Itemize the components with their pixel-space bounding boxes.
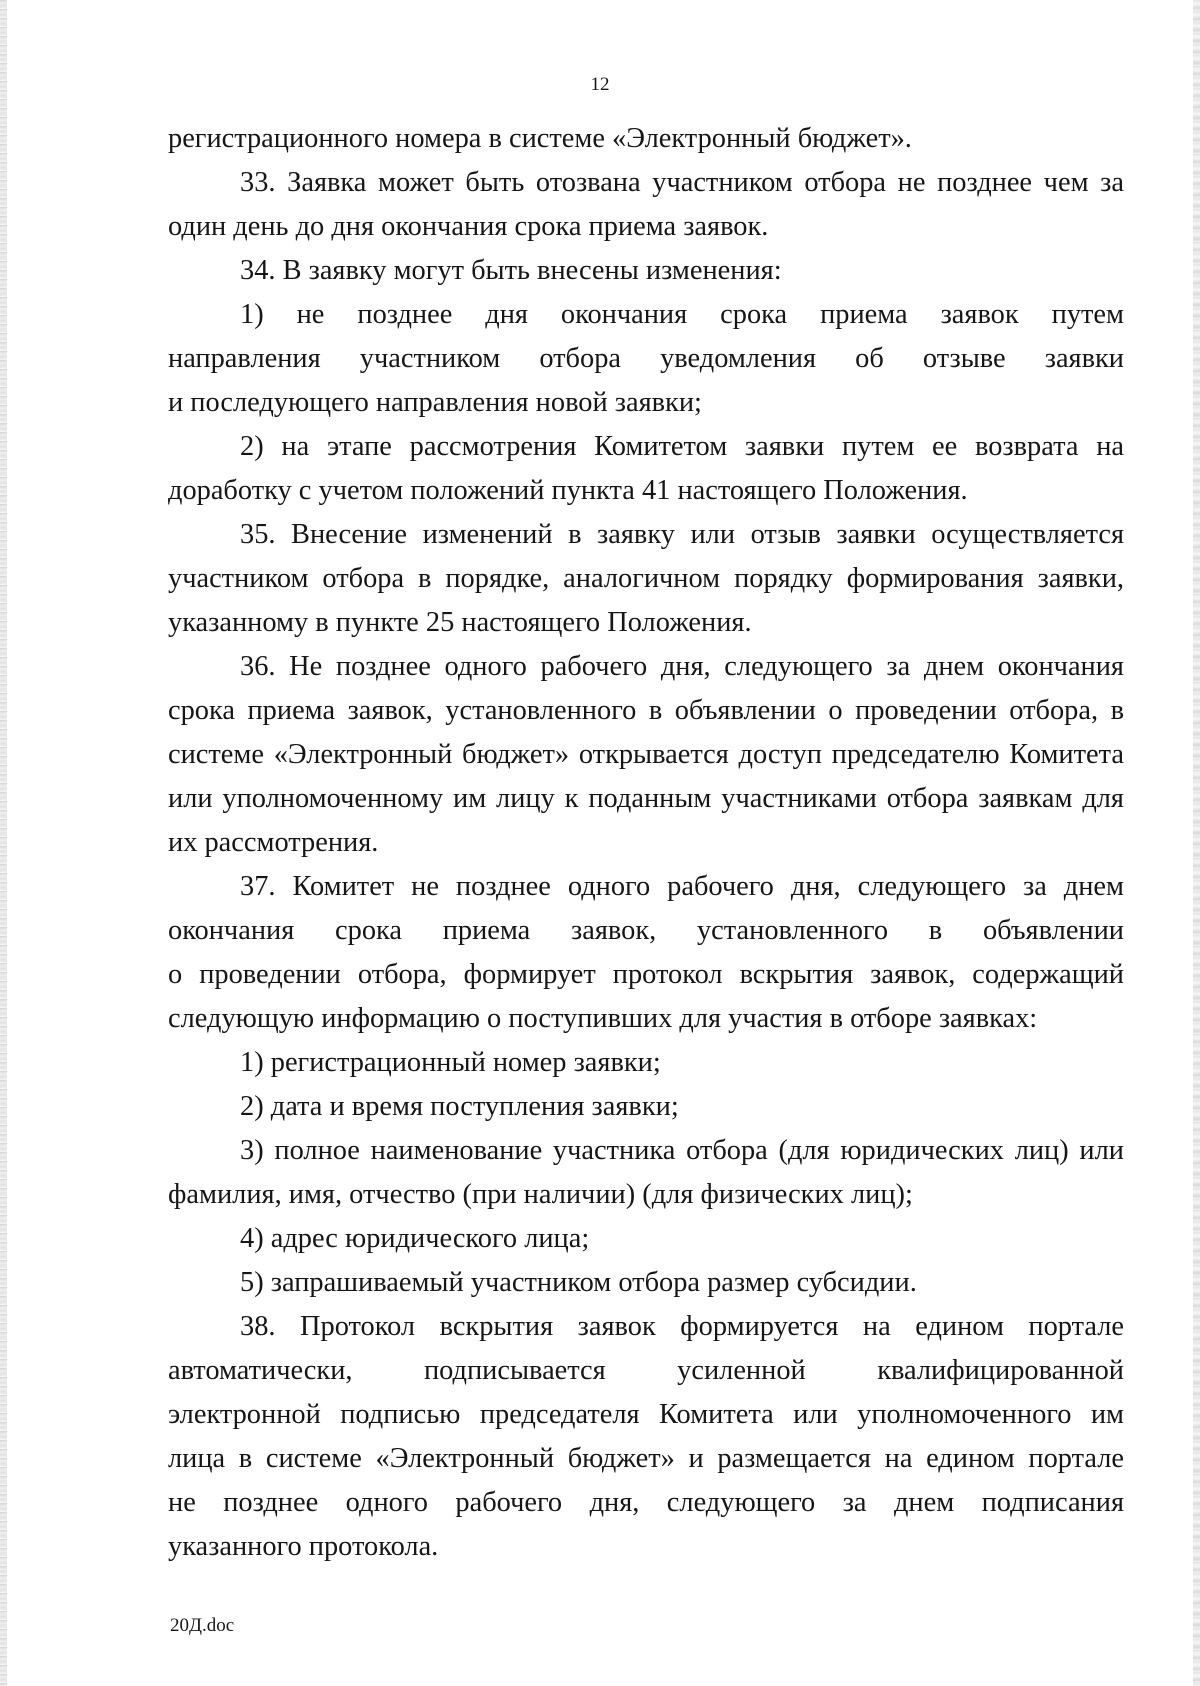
text-line: окончания срока приема заявок, установленного в объявлении [168, 915, 1124, 946]
paragraph-37-item-4: 4) адрес юридического лица; [240, 1223, 590, 1254]
paragraph-34: 34. В заявку могут быть внесены изменения: [240, 255, 782, 286]
text-line: электронной подписью председателя Комитета или уполномоченного им [168, 1399, 1124, 1430]
text-line: следующую информацию о поступивших для участия в отборе заявках: [168, 1003, 1038, 1034]
file-name-footer: 20Д.doc [170, 1615, 235, 1636]
document-body [168, 117, 1124, 1569]
text-line: 1) не позднее дня окончания срока приема заявок путем [240, 299, 1124, 330]
paragraph-continuation: регистрационного номера в системе «Электронный бюджет». [168, 123, 912, 154]
paragraph-37-item-3: 3) полное наименование участника отбора (для юридических лиц) или фамилия, имя, отчество (при наличии) (для физических лиц); [168, 1135, 1124, 1210]
text-line: автоматически, подписывается усиленной квалифицированной [168, 1355, 1124, 1386]
text-line: 37. Комитет не позднее одного рабочего дня, следующего за днем [240, 871, 1124, 902]
scan-edge-left [0, 0, 7, 1686]
paragraph-37 [168, 865, 1124, 1041]
paragraph-35: 35. Внесение изменений в заявку или отзыв заявки осуществляется участником отбора в порядке, аналогичном порядку формирования заявки, указанному в пункте 25 настоящего Положения. [168, 519, 1124, 638]
text-line: направления участником отбора уведомления об отзыве заявки [168, 343, 1124, 374]
paragraph-34-item-1 [168, 293, 1124, 425]
paragraph-33: 33. Заявка может быть отозвана участником отбора не позднее чем за один день до дня окончания срока приема заявок. [168, 167, 1124, 242]
text-line: лица в системе «Электронный бюджет» и размещается на едином портале [168, 1443, 1124, 1474]
text-line: не позднее одного рабочего дня, следующего за днем подписания [168, 1487, 1124, 1518]
text-line: 38. Протокол вскрытия заявок формируется на едином портале [240, 1311, 1124, 1342]
scan-edge-right [1193, 0, 1200, 1686]
page-number: 12 [590, 74, 610, 95]
paragraph-37-item-2: 2) дата и время поступления заявки; [240, 1091, 679, 1122]
text-line: и последующего направления новой заявки; [168, 387, 702, 418]
paragraph-36: 36. Не позднее одного рабочего дня, следующего за днем окончания срока приема заявок, установленного в объявлении о проведении отбора, в системе «Электронный бюджет» открывается доступ председателю Комитета или уполномоченному им лицу к поданным участниками отбора заявкам для их рассмотрения. [168, 651, 1124, 858]
text-line: о проведении отбора, формирует протокол вскрытия заявок, содержащий [168, 959, 1124, 990]
paragraph-38 [168, 1305, 1124, 1569]
text-line: указанного протокола. [168, 1531, 439, 1562]
paragraph-34-item-2: 2) на этапе рассмотрения Комитетом заявки путем ее возврата на доработку с учетом положений пункта 41 настоящего Положения. [168, 431, 1124, 506]
paragraph-37-item-5: 5) запрашиваемый участником отбора размер субсидии. [240, 1267, 917, 1298]
paragraph-37-item-1: 1) регистрационный номер заявки; [240, 1047, 661, 1078]
